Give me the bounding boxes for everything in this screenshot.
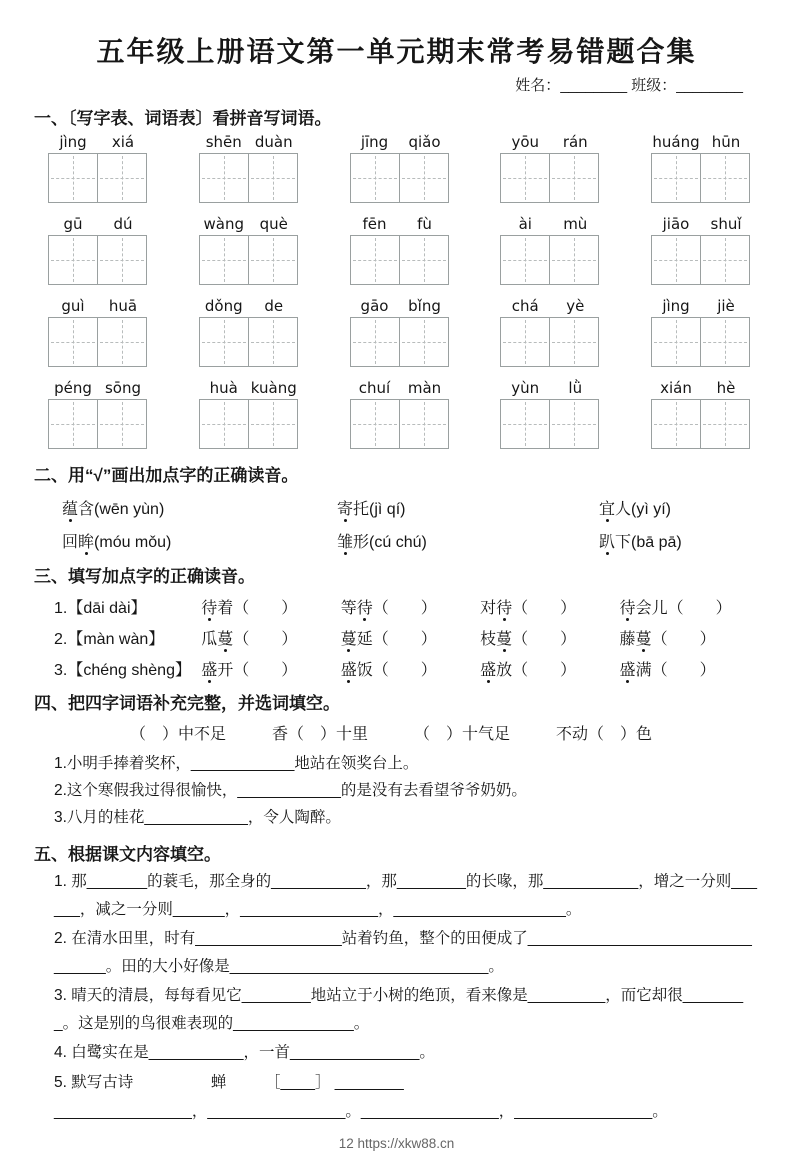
section2-heading: 二、用“√”画出加点字的正确读音。 xyxy=(34,466,299,485)
fill-in-sentences xyxy=(34,750,759,831)
word-pre-text: 瓜 xyxy=(201,631,218,648)
pinyin-syllable: yè xyxy=(566,297,585,315)
pinyin-syllable: huà xyxy=(209,379,238,397)
text-fill-paragraphs xyxy=(34,868,759,1126)
dotted-char: 蔓 xyxy=(636,626,652,649)
fill-in-paragraph: 2. 在清水田里，时有_________________站着钓鱼，整个的田便成了________________________________。田的大小好像是______________________________。 xyxy=(54,930,752,975)
word-with-paren xyxy=(620,626,759,649)
writing-cell xyxy=(48,153,98,203)
writing-cell xyxy=(97,235,147,285)
dotted-word xyxy=(620,631,716,648)
pinyin-label xyxy=(199,297,299,315)
pinyin-syllable: gū xyxy=(63,215,83,233)
writing-cell xyxy=(97,317,147,367)
pinyin-word-group xyxy=(48,215,148,285)
pinyin-syllable: ài xyxy=(518,215,532,233)
writing-cell xyxy=(651,235,701,285)
pinyin-label xyxy=(199,379,299,397)
dotted-char: 寄 xyxy=(337,496,353,519)
pronunciation-choice-row xyxy=(34,496,759,519)
writing-cell xyxy=(199,235,249,285)
dotted-char: 待 xyxy=(620,595,636,618)
dotted-char: 待 xyxy=(496,595,512,618)
word-with-paren xyxy=(480,595,619,618)
writing-cell xyxy=(651,399,701,449)
writing-cell xyxy=(350,317,400,367)
name-label: 姓名： xyxy=(515,77,561,94)
writing-cells xyxy=(48,317,148,367)
pinyin-label xyxy=(500,133,600,151)
dotted-word xyxy=(341,631,437,648)
pinyin-word-group xyxy=(48,297,148,367)
dotted-char: 待 xyxy=(201,595,217,618)
writing-cell xyxy=(549,317,599,367)
dotted-char: 待 xyxy=(357,595,373,618)
writing-cells xyxy=(500,399,600,449)
pinyin-options-label: 2.【màn wàn】 xyxy=(54,631,165,648)
name-class-line xyxy=(34,74,759,95)
pinyin-syllable: huáng xyxy=(652,133,700,151)
writing-cells xyxy=(651,153,751,203)
pinyin-syllable: màn xyxy=(407,379,442,397)
writing-cells xyxy=(350,153,450,203)
writing-cell xyxy=(700,399,750,449)
word-post-text: 开（ ） xyxy=(217,662,298,679)
pinyin-grid-row xyxy=(34,133,759,203)
dotted-word xyxy=(62,529,337,552)
writing-cell xyxy=(549,235,599,285)
writing-cell xyxy=(97,399,147,449)
four-char-phrase: （ ）中不足 xyxy=(130,726,227,743)
pinyin-syllable: hè xyxy=(716,379,736,397)
dotted-word xyxy=(620,662,716,679)
word-post-text: 含(wēn yùn) xyxy=(78,501,165,518)
dotted-word xyxy=(620,600,732,617)
pinyin-syllable: wàng xyxy=(203,215,244,233)
word-post-text: （ ） xyxy=(512,600,577,617)
pinyin-syllable: jiāo xyxy=(662,215,690,233)
dotted-word xyxy=(201,631,297,648)
pinyin-options-label: 1.【dāi dài】 xyxy=(54,600,147,617)
pinyin-label xyxy=(350,379,450,397)
writing-cells xyxy=(199,317,299,367)
pinyin-word-group xyxy=(651,379,751,449)
pinyin-label xyxy=(500,215,600,233)
section1-heading: 一、〔写字表、词语表〕看拼音写词语。 xyxy=(34,109,332,128)
writing-cells xyxy=(199,399,299,449)
fill-in-paragraph: ________________，________________。________________，________________。 xyxy=(54,1103,668,1120)
word-post-text: 延（ ） xyxy=(356,631,437,648)
writing-cell xyxy=(399,235,449,285)
dotted-char: 蔓 xyxy=(341,626,357,649)
pinyin-syllable: péng xyxy=(54,379,92,397)
pinyin-syllable: chá xyxy=(511,297,539,315)
pinyin-syllable: duàn xyxy=(254,133,293,151)
word-with-paren xyxy=(480,657,619,680)
writing-cell xyxy=(248,317,298,367)
fill-in-sentence: 2.这个寒假我过得很愉快，____________的是没有去看望爷爷奶奶。 xyxy=(54,782,527,799)
word-post-text: 形(cú chú) xyxy=(353,534,427,551)
writing-cells xyxy=(500,153,600,203)
dotted-word xyxy=(337,496,599,519)
pinyin-word-group xyxy=(350,215,450,285)
pinyin-syllable: sōng xyxy=(104,379,142,397)
writing-cell xyxy=(399,153,449,203)
writing-cell xyxy=(350,235,400,285)
writing-cells xyxy=(651,399,751,449)
writing-cell xyxy=(350,153,400,203)
word-post-text: 满（ ） xyxy=(635,662,716,679)
writing-cells xyxy=(48,153,148,203)
pinyin-syllable: bǐng xyxy=(408,297,441,315)
pinyin-syllable: shuǐ xyxy=(710,215,742,233)
writing-cells xyxy=(48,399,148,449)
writing-cell xyxy=(700,235,750,285)
pinyin-syllable: jìng xyxy=(662,297,690,315)
word-post-text: 会儿（ ） xyxy=(635,600,732,617)
pinyin-fill-row xyxy=(34,595,759,618)
pinyin-word-group xyxy=(199,379,299,449)
pronunciation-choice-row xyxy=(34,529,759,552)
pinyin-syllable: rán xyxy=(562,133,588,151)
fill-in-sentence: 3.八月的桂花____________，令人陶醉。 xyxy=(54,809,341,826)
pinyin-syllable: fēn xyxy=(362,215,387,233)
section5-heading: 五、根据课文内容填空。 xyxy=(34,845,221,864)
pinyin-syllable: dú xyxy=(113,215,133,233)
pinyin-label xyxy=(651,133,751,151)
word-post-text: 饭（ ） xyxy=(356,662,437,679)
pinyin-word-group xyxy=(48,379,148,449)
class-blank-line: ________ xyxy=(676,77,743,94)
section2-items xyxy=(34,496,759,552)
pinyin-word-group xyxy=(350,133,450,203)
word-post-text: （ ） xyxy=(233,631,298,648)
pinyin-syllable: xiá xyxy=(111,133,135,151)
writing-cell xyxy=(700,317,750,367)
pinyin-syllable: qiǎo xyxy=(408,133,441,151)
pinyin-label xyxy=(651,379,751,397)
fill-in-paragraph: 1. 那_______的蓑毛，那全身的___________，那________的长喙，那___________，增之一分则______，减之一分则______，________________，____________________。 xyxy=(54,873,758,918)
dotted-word xyxy=(341,600,437,617)
writing-cell xyxy=(399,317,449,367)
writing-cell xyxy=(549,399,599,449)
pinyin-word-group xyxy=(651,297,751,367)
word-pre-text: 枝 xyxy=(480,631,497,648)
dotted-char: 蕴 xyxy=(62,496,78,519)
word-pre-text: 等 xyxy=(340,600,357,617)
writing-cell xyxy=(700,153,750,203)
dotted-word xyxy=(341,662,437,679)
pinyin-word-group xyxy=(350,379,450,449)
writing-cell xyxy=(97,153,147,203)
writing-cells xyxy=(500,235,600,285)
fill-in-sentence: 1.小明手捧着奖杯，____________地站在领奖台上。 xyxy=(54,755,419,772)
dotted-word xyxy=(599,529,759,552)
pinyin-syllable: yùn xyxy=(511,379,540,397)
pinyin-word-group xyxy=(651,133,751,203)
pinyin-word-group xyxy=(500,133,600,203)
pinyin-label xyxy=(350,215,450,233)
dotted-char: 宜 xyxy=(599,496,615,519)
pinyin-label xyxy=(500,379,600,397)
writing-cells xyxy=(651,317,751,367)
pinyin-label xyxy=(48,215,148,233)
dotted-word xyxy=(480,631,576,648)
fill-in-paragraph: 3. 晴天的清晨，每每看见它________地站立于小树的绝顶，看来像是_________，而它却很________。这是别的鸟很难表现的______________。 xyxy=(54,987,744,1032)
page-title: 五年级上册语文第一单元期末常考易错题合集 xyxy=(96,36,697,67)
dotted-word xyxy=(201,662,297,679)
pinyin-label xyxy=(651,297,751,315)
writing-cell xyxy=(48,235,98,285)
word-post-text: 着（ ） xyxy=(217,600,298,617)
word-with-paren xyxy=(620,657,759,680)
word-post-text: 放（ ） xyxy=(496,662,577,679)
writing-cell xyxy=(199,399,249,449)
pinyin-syllable: kuàng xyxy=(250,379,297,397)
dotted-char: 盛 xyxy=(480,657,496,680)
word-with-paren xyxy=(341,595,480,618)
four-char-phrase-line xyxy=(34,721,759,744)
writing-cell xyxy=(500,399,550,449)
dotted-word xyxy=(337,529,599,552)
dotted-char: 盛 xyxy=(620,657,636,680)
dotted-char: 趴 xyxy=(599,529,615,552)
pinyin-options-label: 3.【chéng shèng】 xyxy=(54,662,191,679)
section3-heading: 三、填写加点字的正确读音。 xyxy=(34,567,255,586)
word-pre-text: 藤 xyxy=(619,631,636,648)
writing-cell xyxy=(399,399,449,449)
pinyin-label xyxy=(48,379,148,397)
writing-cell xyxy=(651,153,701,203)
pinyin-syllable: yōu xyxy=(511,133,540,151)
word-with-paren xyxy=(201,626,340,649)
pinyin-label xyxy=(350,133,450,151)
pinyin-syllable: jìng xyxy=(59,133,87,151)
dotted-word xyxy=(599,496,759,519)
pinyin-syllable: jiè xyxy=(717,297,735,315)
word-post-text: （ ） xyxy=(512,631,577,648)
word-post-text: (móu mǒu) xyxy=(94,534,172,551)
writing-cell xyxy=(199,153,249,203)
word-with-paren xyxy=(480,626,619,649)
writing-cell xyxy=(651,317,701,367)
section3-items xyxy=(34,595,759,680)
pinyin-label xyxy=(199,215,299,233)
writing-cells xyxy=(350,235,450,285)
pinyin-word-group xyxy=(199,297,299,367)
writing-cells xyxy=(199,235,299,285)
pinyin-syllable: què xyxy=(259,215,288,233)
writing-cell xyxy=(549,153,599,203)
pinyin-label xyxy=(500,297,600,315)
pinyin-syllable: huā xyxy=(108,297,138,315)
word-post-text: 下(bā pā) xyxy=(615,534,682,551)
writing-cell xyxy=(48,399,98,449)
dotted-char: 雏 xyxy=(337,529,353,552)
pinyin-word-group xyxy=(500,379,600,449)
dotted-word xyxy=(201,600,297,617)
pinyin-syllable: shēn xyxy=(205,133,242,151)
pinyin-word-group xyxy=(48,133,148,203)
four-char-phrase: （ ）十气足 xyxy=(414,726,511,743)
writing-cell xyxy=(350,399,400,449)
page-footer: 12 https://xkw88.cn xyxy=(338,1135,455,1151)
pinyin-syllable: chuí xyxy=(358,379,391,397)
word-with-paren xyxy=(341,626,480,649)
dotted-char: 盛 xyxy=(201,657,217,680)
section4-heading: 四、把四字词语补充完整，并选词填空。 xyxy=(34,694,340,713)
pinyin-syllable: xián xyxy=(660,379,692,397)
pinyin-syllable: jīng xyxy=(360,133,389,151)
dotted-word xyxy=(62,496,337,519)
writing-cells xyxy=(199,153,299,203)
pinyin-syllable: fù xyxy=(417,215,432,233)
writing-cell xyxy=(48,317,98,367)
pinyin-syllable: hūn xyxy=(711,133,741,151)
word-with-paren xyxy=(201,595,340,618)
dotted-char: 蔓 xyxy=(217,626,233,649)
writing-cell xyxy=(500,235,550,285)
word-post-text: 托(jì qí) xyxy=(353,501,406,518)
dotted-char: 眸 xyxy=(78,529,94,552)
writing-cell xyxy=(500,317,550,367)
pinyin-syllable: mù xyxy=(563,215,588,233)
pinyin-word-group xyxy=(651,215,751,285)
writing-cells xyxy=(651,235,751,285)
pinyin-label xyxy=(48,133,148,151)
four-char-phrase: 香（ ）十里 xyxy=(272,726,369,743)
pinyin-syllable: dǒng xyxy=(204,297,243,315)
writing-cells xyxy=(500,317,600,367)
dotted-char: 盛 xyxy=(341,657,357,680)
word-pre-text: 回 xyxy=(62,534,79,551)
writing-cell xyxy=(248,235,298,285)
word-with-paren xyxy=(341,657,480,680)
word-with-paren xyxy=(201,657,340,680)
dotted-char: 蔓 xyxy=(496,626,512,649)
pinyin-grid-row xyxy=(34,379,759,449)
dotted-word xyxy=(480,600,576,617)
pinyin-word-group xyxy=(199,133,299,203)
pinyin-label xyxy=(48,297,148,315)
pinyin-grid-row xyxy=(34,297,759,367)
pinyin-word-group xyxy=(500,297,600,367)
writing-cells xyxy=(350,317,450,367)
dotted-word xyxy=(480,662,576,679)
name-blank-line: ________ xyxy=(560,77,628,94)
writing-cells xyxy=(48,235,148,285)
writing-cells xyxy=(350,399,450,449)
class-label: 班级： xyxy=(631,77,677,94)
word-with-paren xyxy=(620,595,759,618)
writing-cell xyxy=(199,317,249,367)
pinyin-fill-row xyxy=(34,626,759,649)
pinyin-syllable: guì xyxy=(61,297,85,315)
writing-cell xyxy=(500,153,550,203)
pinyin-writing-grid xyxy=(34,133,759,449)
pinyin-label xyxy=(350,297,450,315)
pinyin-fill-row xyxy=(34,657,759,680)
pinyin-word-group xyxy=(500,215,600,285)
pinyin-label xyxy=(651,215,751,233)
pinyin-word-group xyxy=(199,215,299,285)
word-pre-text: 对 xyxy=(480,600,497,617)
pinyin-syllable: lǜ xyxy=(568,379,583,397)
word-post-text: 人(yì yí) xyxy=(615,501,672,518)
fill-in-paragraph: 5. 默写古诗 蝉 ［____］ ________ xyxy=(54,1073,404,1091)
pinyin-syllable: de xyxy=(264,297,284,315)
writing-cell xyxy=(248,153,298,203)
four-char-phrase: 不动（ ）色 xyxy=(556,726,653,743)
writing-cell xyxy=(248,399,298,449)
fill-in-paragraph: 4. 白鹭实在是___________，一首_______________。 xyxy=(54,1044,435,1061)
word-post-text: （ ） xyxy=(651,631,716,648)
pinyin-word-group xyxy=(350,297,450,367)
pinyin-syllable: gāo xyxy=(360,297,389,315)
pinyin-label xyxy=(199,133,299,151)
pinyin-grid-row xyxy=(34,215,759,285)
word-post-text: （ ） xyxy=(372,600,437,617)
